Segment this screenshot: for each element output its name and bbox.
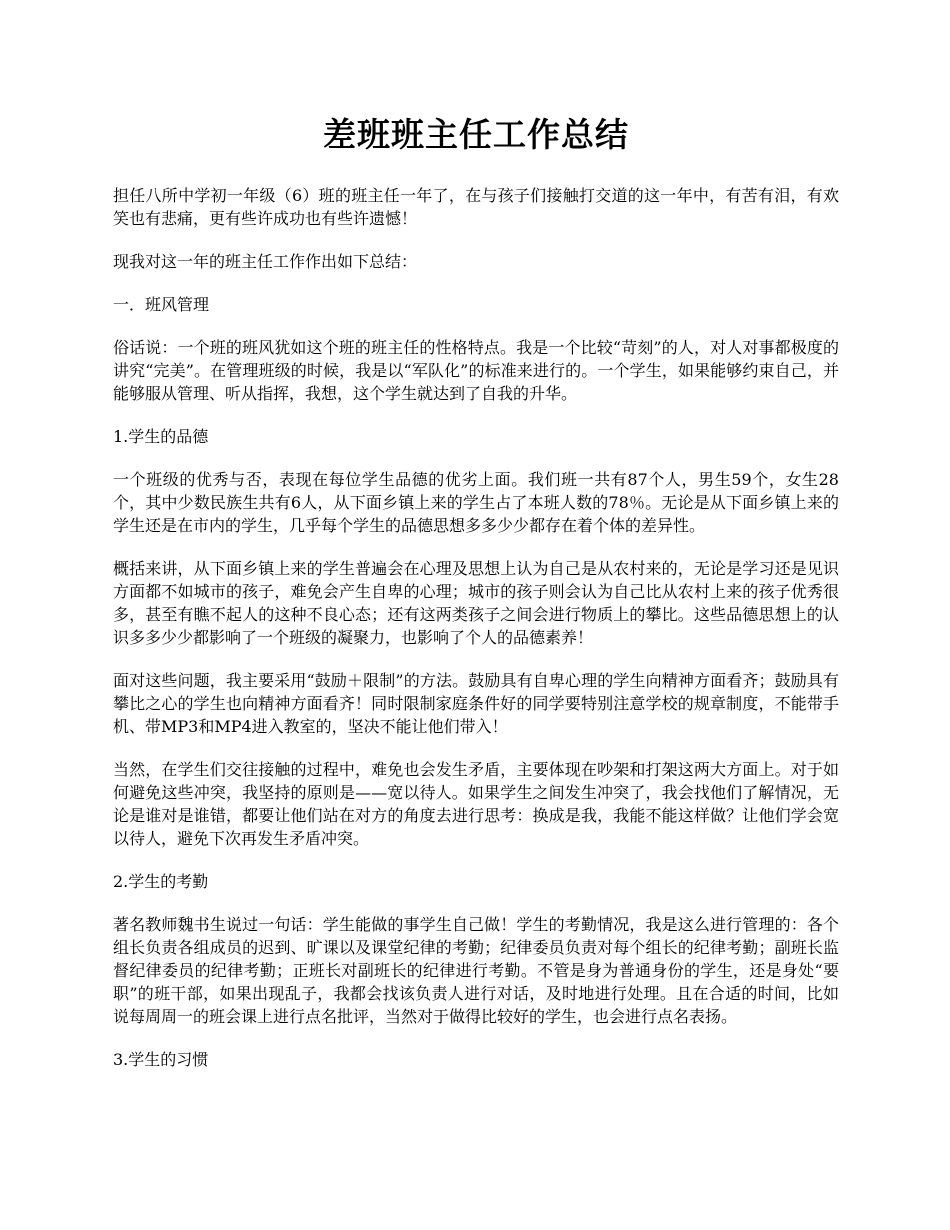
body-paragraph: 概括来讲，从下面乡镇上来的学生普遍会在心理及思想上认为自己是从农村来的，无论是学习还是见识方面都不如城市的孩子，难免会产生自卑的心理；城市的孩子则会认为自己比从农村上来的孩子优秀很多，甚至有瞧不起人的这种不良心态；还有这两类孩子之间会进行物质上的攀比。这些品德思想上的认识多多少少都影响了一个班级的凝聚力，也影响了个人的品德素养！: [113, 559, 839, 647]
subsection-heading-student-morality: 1.学生的品德: [113, 427, 209, 446]
document-title: 差班班主任工作总结: [323, 115, 629, 154]
summary-lead-paragraph: 现我对这一年的班主任工作作出如下总结：: [113, 252, 418, 271]
subsection-heading-student-habits: 3.学生的习惯: [113, 1050, 209, 1069]
subsection-heading-student-attendance: 2.学生的考勤: [113, 872, 209, 891]
section-heading-class-management: 一．班风管理: [113, 295, 210, 314]
body-paragraph: 一个班级的优秀与否，表现在每位学生品德的优劣上面。我们班一共有87个人，男生59个，女生28个，其中少数民族生共有6人，从下面乡镇上来的学生占了本班人数的78％。无论是从下面乡镇上来的学生还是在市内的学生，几乎每个学生的品德思想多多少少都存在着个体的差异性。: [113, 470, 839, 535]
body-paragraph: 著名教师魏书生说过一句话：学生能做的事学生自己做！学生的考勤情况，我是这么进行管理的：各个组长负责各组成员的迟到、旷课以及课堂纪律的考勤；纪律委员负责对每个组长的纪律考勤；副班长监督纪律委员的纪律考勤；正班长对副班长的纪律进行考勤。不管是身为普通身份的学生，还是身处“要职”的班干部，如果出现乱子，我都会找该负责人进行对话，及时地进行处理。且在合适的时间，比如说每周周一的班会课上进行点名批评，当然对于做得比较好的学生，也会进行点名表扬。: [113, 915, 839, 1026]
body-paragraph: 俗话说：一个班的班风犹如这个班的班主任的性格特点。我是一个比较“苛刻”的人，对人对事都极度的讲究“完美”。在管理班级的时候，我是以“军队化”的标准来进行的。一个学生，如果能够约束自己，并能够服从管理、听从指挥，我想，这个学生就达到了自我的升华。: [113, 338, 839, 403]
intro-paragraph: 担任八所中学初一年级（6）班的班主任一年了，在与孩子们接触打交道的这一年中，有苦有泪，有欢笑也有悲痛，更有些许成功也有些许遗憾！: [113, 186, 839, 228]
document-page: [113, 112, 839, 1091]
body-paragraph: 当然，在学生们交往接触的过程中，难免也会发生矛盾，主要体现在吵架和打架这两大方面上。对于如何避免这些冲突，我坚持的原则是——宽以待人。如果学生之间发生冲突了，我会找他们了解情况，无论是谁对是谁错，都要让他们站在对方的角度去进行思考：换成是我，我能不能这样做？让他们学会宽以待人，避免下次再发生矛盾冲突。: [113, 760, 839, 848]
body-paragraph: 面对这些问题，我主要采用“鼓励＋限制”的方法。鼓励具有自卑心理的学生向精神方面看齐；鼓励具有攀比之心的学生也向精神方面看齐！同时限制家庭条件好的同学要特别注意学校的规章制度，不能带手机、带MP3和MP4进入教室的，坚决不能让他们带入！: [113, 671, 839, 736]
